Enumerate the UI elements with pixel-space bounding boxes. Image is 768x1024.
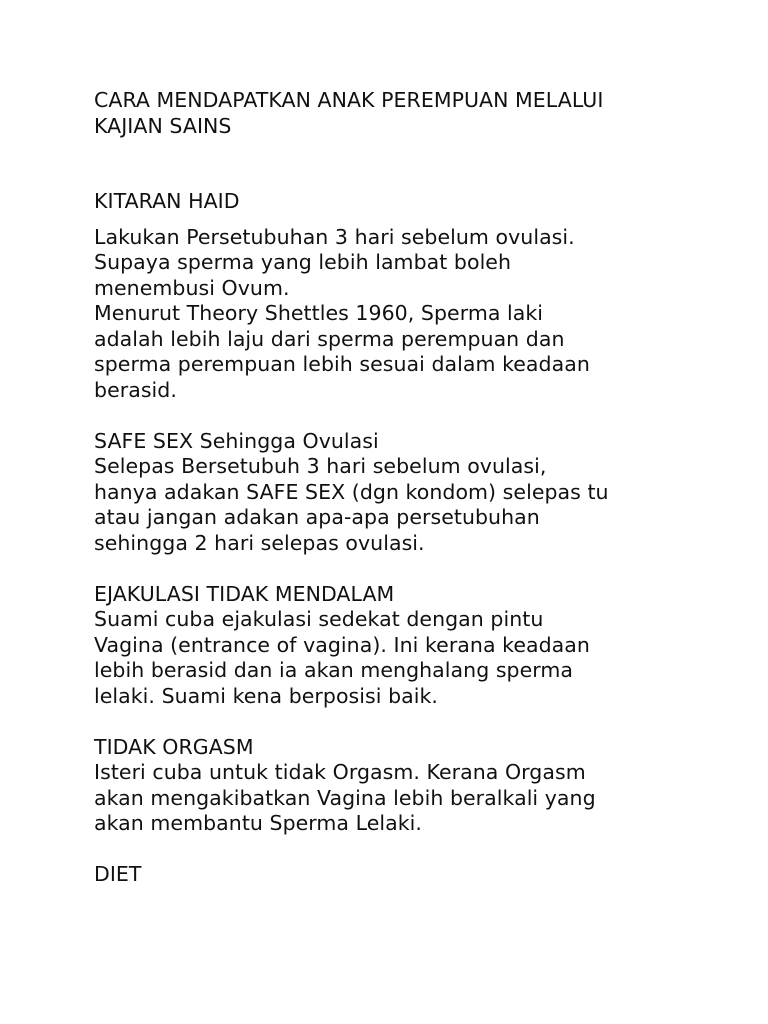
paragraph-line: sperma perempuan lebih sesuai dalam keadaan <box>94 352 590 376</box>
paragraph-line: Vagina (entrance of vagina). Ini kerana keadaan <box>94 632 590 657</box>
paragraph-line: menembusi Ovum. <box>94 275 290 300</box>
paragraph-line: Lakukan Persetubuhan 3 hari sebelum ovulasi. <box>94 224 575 249</box>
paragraph-line: lelaki. Suami kena berposisi baik. <box>94 683 438 708</box>
document-title-line-2: KAJIAN SAINS <box>94 113 232 138</box>
section-heading-diet: DIET <box>94 862 142 886</box>
document-page <box>94 88 734 888</box>
paragraph-line: Isteri cuba untuk tidak Orgasm. Kerana Orgasm <box>94 760 586 784</box>
spacer <box>94 215 734 225</box>
document-title-line-1: CARA MENDAPATKAN ANAK PEREMPUAN MELALUI <box>94 88 604 112</box>
paragraph-line: adalah lebih laju dari sperma perempuan dan <box>94 326 565 351</box>
spacer <box>94 403 734 429</box>
section-heading-tidak-orgasm: TIDAK ORGASM <box>94 734 254 759</box>
paragraph-line: Menurut Theory Shettles 1960, Sperma laki <box>94 301 544 325</box>
section-heading-ejakulasi: EJAKULASI TIDAK MENDALAM <box>94 581 395 606</box>
paragraph-line: Supaya sperma yang lebih lambat boleh <box>94 250 512 274</box>
section-heading-kitaran-haid: KITARAN HAID <box>94 189 240 213</box>
spacer <box>94 837 734 863</box>
spacer <box>94 709 734 735</box>
paragraph-line: sehingga 2 hari selepas ovulasi. <box>94 530 425 555</box>
paragraph-line: Selepas Bersetubuh 3 hari sebelum ovulasi, <box>94 454 547 478</box>
paragraph-line: lebih berasid dan ia akan menghalang sperma <box>94 658 574 682</box>
paragraph-line: Suami cuba ejakulasi sedekat dengan pintu <box>94 607 544 631</box>
paragraph-line: hanya adakan SAFE SEX (dgn kondom) selepas tu <box>94 479 609 504</box>
spacer <box>94 139 734 189</box>
paragraph-line: atau jangan adakan apa-apa persetubuhan <box>94 505 540 529</box>
paragraph-line: berasid. <box>94 377 177 402</box>
paragraph-line: akan mengakibatkan Vagina lebih beralkali yang <box>94 785 596 810</box>
section-heading-safe-sex: SAFE SEX Sehingga Ovulasi <box>94 428 379 453</box>
spacer <box>94 556 734 582</box>
paragraph-line: akan membantu Sperma Lelaki. <box>94 811 422 835</box>
